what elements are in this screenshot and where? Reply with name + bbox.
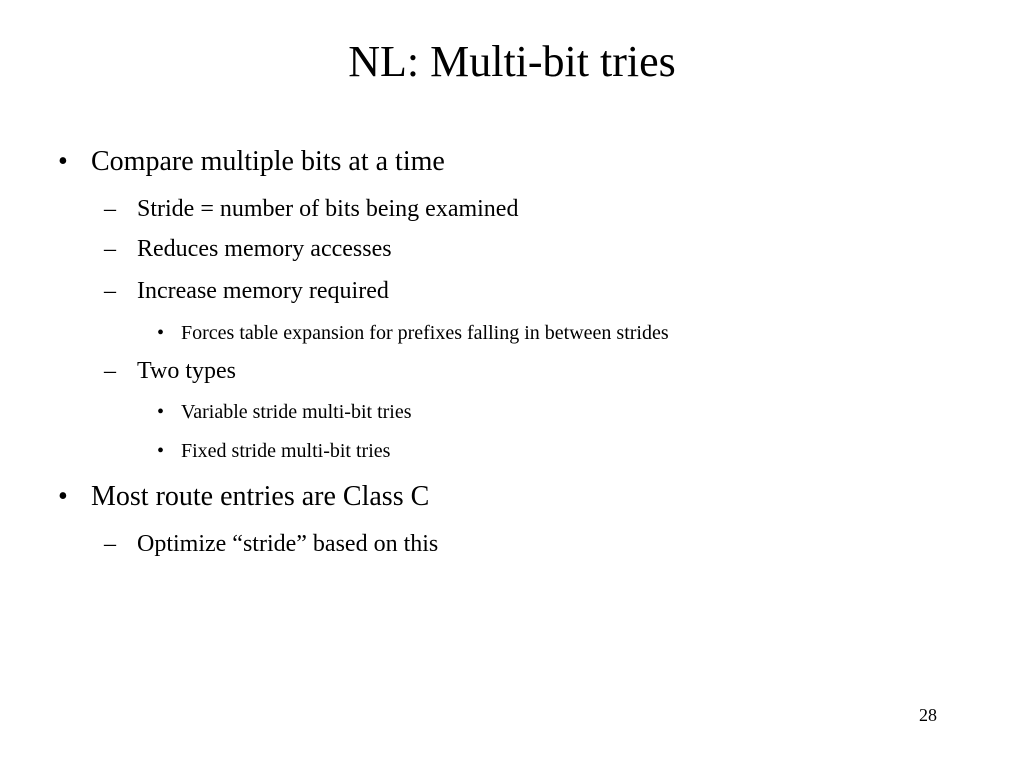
page-number: 28 xyxy=(919,705,937,725)
dash-marker: – xyxy=(104,236,116,262)
bullet-marker: • xyxy=(58,146,68,177)
dash-marker: – xyxy=(104,278,116,304)
subsubbullet-fixed-stride: Fixed stride multi-bit tries xyxy=(181,440,391,462)
bullet-marker: • xyxy=(157,401,165,423)
bullet-compare-multiple-bits: Compare multiple bits at a time xyxy=(91,146,445,177)
dash-marker: – xyxy=(104,196,116,222)
dash-marker: – xyxy=(104,358,116,384)
bullet-most-route-entries: Most route entries are Class C xyxy=(91,481,430,512)
slide-title: NL: Multi-bit tries xyxy=(348,37,676,86)
bullet-marker: • xyxy=(58,481,68,512)
subbullet-increase-memory-required: Increase memory required xyxy=(137,278,389,304)
subbullet-optimize-stride: Optimize “stride” based on this xyxy=(137,531,439,557)
subsubbullet-forces-table-expansion: Forces table expansion for prefixes falling in between strides xyxy=(181,322,669,344)
subbullet-stride-definition: Stride = number of bits being examined xyxy=(137,196,519,222)
bullet-marker: • xyxy=(157,322,165,344)
subsubbullet-variable-stride: Variable stride multi-bit tries xyxy=(181,401,412,423)
subbullet-reduces-memory-accesses: Reduces memory accesses xyxy=(137,236,392,262)
dash-marker: – xyxy=(104,531,116,557)
subbullet-two-types: Two types xyxy=(137,358,236,384)
bullet-marker: • xyxy=(157,440,165,462)
